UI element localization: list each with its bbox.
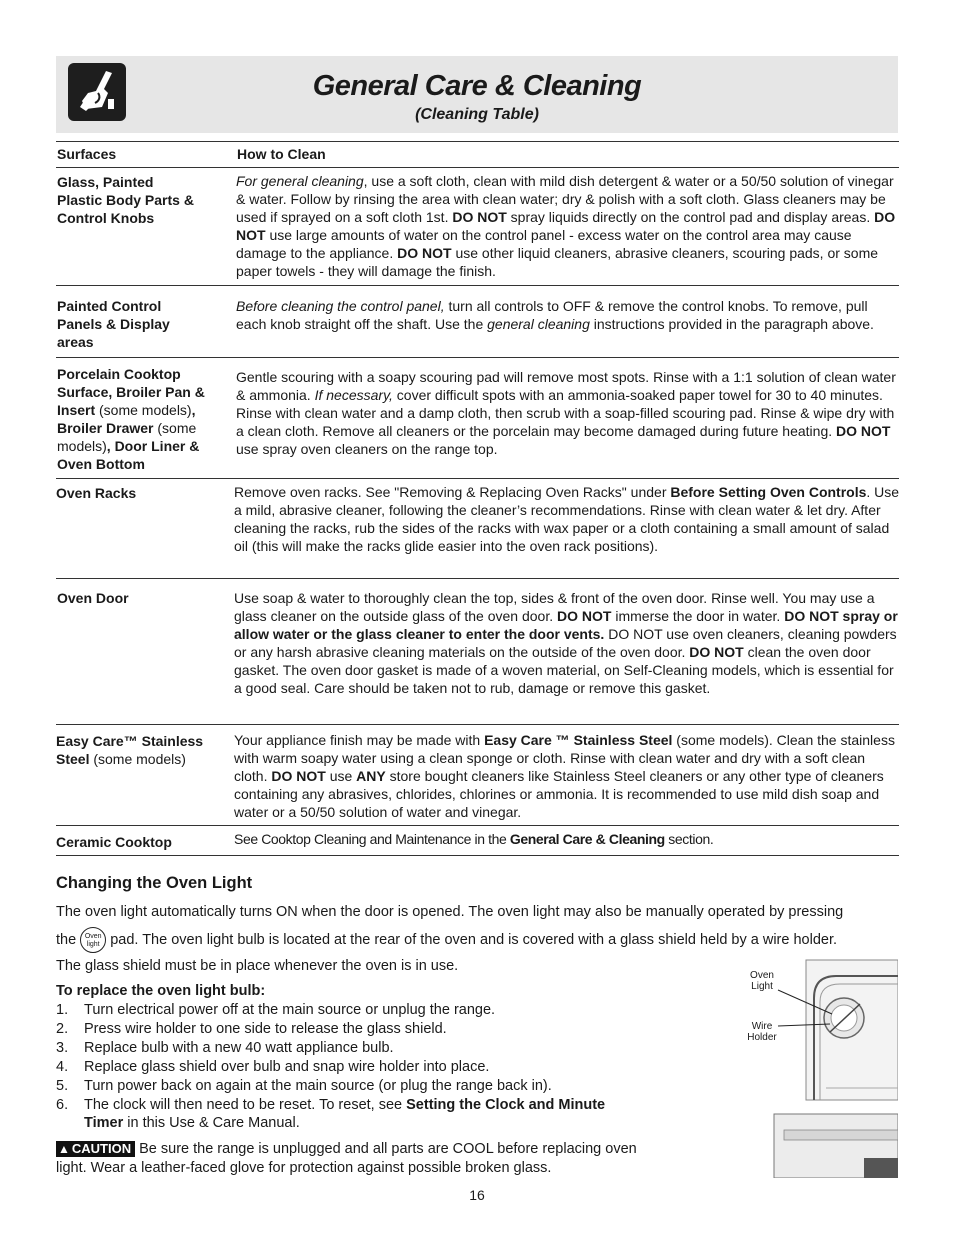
column-header-surfaces: Surfaces xyxy=(57,146,117,162)
how-to-clean-glass-painted: For general cleaning, use a soft cloth, clean with mild dish detergent & water or a 50/50 solution of vinegar & water. Follow by rinsing the area with clean water; dry & polish with a soft cloth. Glass cleaners may be used if sprayed on a soft cloth 1st. DO NOT spray liquids directly on the control pad and display areas. DO NOT use large amounts of water on the control panel - excess water on the control area may cause damage to the appliance. DO NOT use other liquid cleaners, abrasive cleaners, scouring pads, or some paper towels - they will damage the finish. xyxy=(236,173,896,279)
caution-note-continuation: light. Wear a leather-faced glove for protection against possible broken glass. xyxy=(56,1160,552,1176)
row-divider xyxy=(56,825,899,826)
how-to-clean-stainless-steel: Your appliance finish may be made with Easy Care ™ Stainless Steel (some models). Clean the stainless with warm soapy water using a clean sponge or cloth. Rinse with clean water and dry with a soft clean cloth. DO NOT use ANY store bought cleaners like Stainless Steel cleaners or any other type of cleaners containing any abrasives, chlorides, chlorines or ammonia. It is recommended to use mild dish soap and water or a 50/50 solution of water and vinegar. xyxy=(234,732,895,820)
row-divider xyxy=(56,357,899,358)
table-header-rule xyxy=(56,167,899,168)
warning-triangle-icon: ▲ xyxy=(58,1142,70,1156)
caution-badge: ▲ CAUTION xyxy=(56,1141,135,1157)
table-top-rule xyxy=(56,141,899,142)
oven-light-diagram xyxy=(744,958,898,1178)
wire-holder-label: Wire Holder xyxy=(747,1021,777,1043)
how-to-clean-oven-racks: Remove oven racks. See "Removing & Replacing Oven Racks" under Before Setting Oven Controls. Use a mild, abrasive cleaner, following the cleaner’s recommendations. Rinse with clean water & let dry. After cleaning the racks, rub the sides of the racks with wax paper or a cloth containing a small amount of salad oil (this will make the racks glide easier into the oven rack positions). xyxy=(234,484,900,554)
surface-stainless-steel: Easy Care™ Stainless Steel (some models) xyxy=(56,733,204,767)
surface-painted-control-panels: Painted Control Panels & Display areas xyxy=(57,298,170,350)
oven-light-intro-line: the Oven light pad. The oven light bulb is located at the rear of the oven and is covered with a glass shield held by a wire holder. xyxy=(56,927,837,953)
caution-note: ▲ CAUTION Be sure the range is unplugged and all parts are COOL before replacing oven xyxy=(58,1141,637,1157)
row-divider xyxy=(56,724,899,725)
section-heading-oven-light: Changing the Oven Light xyxy=(56,874,253,892)
how-to-clean-porcelain-cooktop: Gentle scouring with a soapy scouring pad will remove most spots. Rinse with a 1:1 solution of clean water & ammonia. If necessary, cover difficult spots with an ammonia-soaked paper towel for 30 to 40 minutes. Rinse with clean water and a damp cloth, then scrub with a soap-filled scouring pad. Rinse & wipe dry with a clean cloth. Remove all cleaners or the porcelain may become damaged during future heating. DO NOT use spray oven cleaners on the range top. xyxy=(236,369,896,457)
row-divider xyxy=(56,285,899,286)
list-item-continuation: Timer in this Use & Care Manual. xyxy=(84,1115,300,1131)
how-to-clean-ceramic-cooktop: See Cooktop Cleaning and Maintenance in the General Care & Cleaning section. xyxy=(234,831,714,847)
list-item: 4. Replace glass shield over bulb and snap wire holder into place. xyxy=(56,1059,490,1075)
row-divider xyxy=(56,578,899,579)
list-item: 3. Replace bulb with a new 40 watt appliance bulb. xyxy=(56,1040,394,1056)
column-header-how-to-clean: How to Clean xyxy=(237,146,326,162)
table-bottom-rule xyxy=(56,855,899,856)
list-item: 1. Turn electrical power off at the main source or unplug the range. xyxy=(56,1002,496,1018)
oven-light-intro-line: The oven light automatically turns ON when the door is opened. The oven light may also be manually operated by pressing xyxy=(56,904,844,920)
oven-light-key-icon: Oven light xyxy=(80,927,106,953)
page-subtitle: (Cleaning Table) xyxy=(415,106,539,123)
list-item: 2. Press wire holder to one side to release the glass shield. xyxy=(56,1021,447,1037)
surface-porcelain-cooktop: Porcelain Cooktop Surface, Broiler Pan & Insert (some models), Broiler Drawer (some models), Door Liner & Oven Bottom xyxy=(57,366,205,472)
surface-ceramic-cooktop: Ceramic Cooktop xyxy=(56,834,172,850)
list-item: 5. Turn power back on again at the main source (or plug the range back in). xyxy=(56,1078,552,1094)
surface-oven-racks: Oven Racks xyxy=(56,485,137,501)
surface-glass-painted: Glass, Painted Plastic Body Parts & Control Knobs xyxy=(57,174,194,226)
list-item: 6. The clock will then need to be reset. To reset, see Setting the Clock and Minute xyxy=(56,1097,606,1113)
surface-oven-door: Oven Door xyxy=(57,590,129,606)
how-to-clean-oven-door: Use soap & water to thoroughly clean the top, sides & front of the oven door. Rinse well. You may use a glass cleaner on the outside glass of the oven door. DO NOT immerse the door in water. DO NOT spray or allow water or the glass cleaner to enter the door vents. DO NOT use oven cleaners, cleaning powders or any harsh abrasive cleaning materials on the outside of the oven door. DO NOT clean the oven door gasket. The oven door gasket is made of a woven material, on Self-Cleaning models, which is essential for a good seal. Care should be taken not to rub, damage or remove this gasket. xyxy=(234,590,898,696)
page-header xyxy=(56,56,898,133)
oven-light-label: Oven Light xyxy=(750,970,774,992)
page-number: 16 xyxy=(469,1187,485,1203)
page-title: General Care & Cleaning xyxy=(312,70,642,102)
oven-light-intro-line: The glass shield must be in place whenever the oven is in use. xyxy=(56,958,459,974)
how-to-clean-painted-control-panels: Before cleaning the control panel, turn all controls to OFF & remove the control knobs. To remove, pull each knob straight off the shaft. Use the general cleaning instructions provided in the paragraph above. xyxy=(236,298,874,332)
steps-heading: To replace the oven light bulb: xyxy=(56,983,266,999)
row-divider xyxy=(56,478,899,479)
